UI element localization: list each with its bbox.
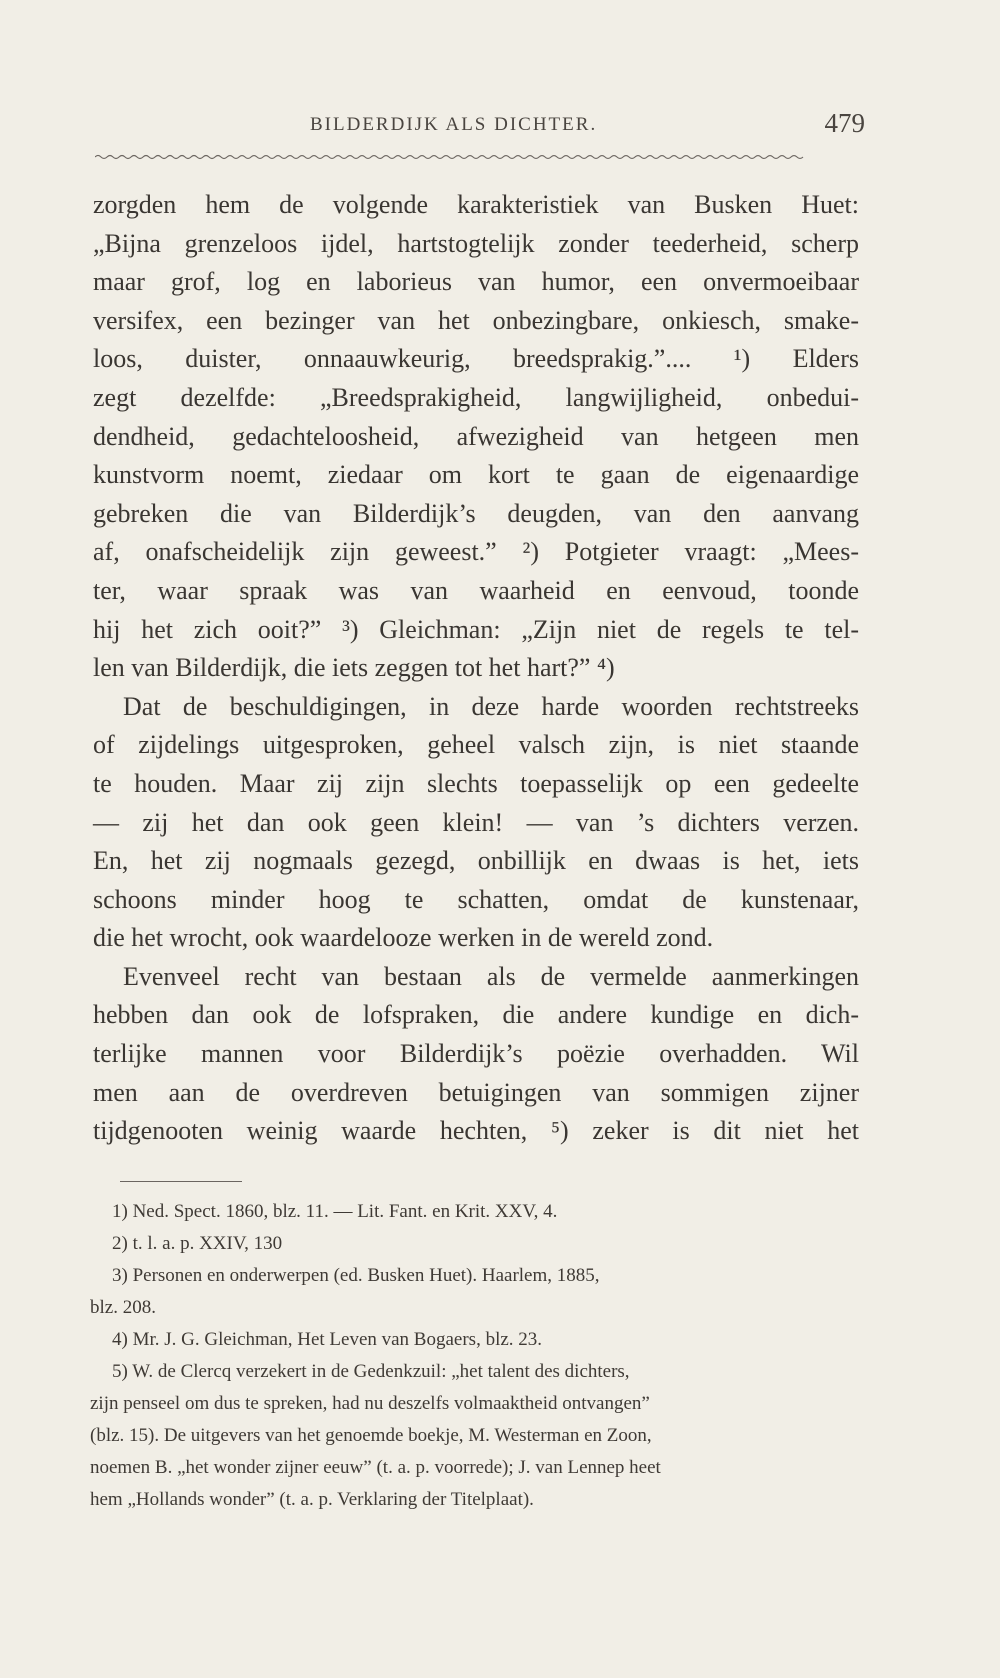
body-line: af, onafscheidelijk zijn geweest.” ²) Potgieter vraagt: „Mees- xyxy=(93,537,859,567)
running-head xyxy=(95,108,865,148)
footnote-line: blz. 208. xyxy=(90,1297,156,1318)
body-line: Evenveel recht van bestaan als de vermelde aanmerkingen xyxy=(123,961,859,991)
body-line: loos, duister, onnaauwkeurig, breedsprakig.”.... ¹) Elders xyxy=(93,344,859,374)
body-line: kunstvorm noemt, ziedaar om kort te gaan de eigenaardige xyxy=(93,460,859,490)
body-line: len van Bilderdijk, die iets zeggen tot het hart?” ⁴) xyxy=(93,653,615,683)
body-line: te houden. Maar zij zijn slechts toepasselijk op een gedeelte xyxy=(93,768,859,798)
footnote-line: 4) Mr. J. G. Gleichman, Het Leven van Bogaers, blz. 23. xyxy=(112,1329,543,1350)
page-number: 479 xyxy=(824,108,865,138)
wavy-header-rule xyxy=(95,153,865,161)
body-line: of zijdelings uitgesproken, geheel valsch zijn, is niet staande xyxy=(93,730,859,760)
body-line: schoons minder hoog te schatten, omdat de kunstenaar, xyxy=(93,884,859,914)
body-line: dendheid, gedachteloosheid, afwezigheid van hetgeen men xyxy=(93,421,859,451)
body-line: terlijke mannen voor Bilderdijk’s poëzie overhadden. Wil xyxy=(93,1039,859,1069)
footnote-line: noemen B. „het wonder zijner eeuw” (t. a. p. voorrede); J. van Lennep heet xyxy=(90,1457,661,1478)
body-line: hebben dan ook de lofspraken, die andere kundige en dich- xyxy=(93,1000,859,1030)
body-line: maar grof, log en laborieus van humor, een onvermoeibaar xyxy=(93,267,859,297)
body-line: En, het zij nogmaals gezegd, onbillijk en dwaas is het, iets xyxy=(93,846,859,876)
footnote-line: 1) Ned. Spect. 1860, blz. 11. — Lit. Fant. en Krit. XXV, 4. xyxy=(112,1201,558,1222)
body-line: tijdgenooten weinig waarde hechten, ⁵) zeker is dit niet het xyxy=(93,1116,859,1146)
footnote-line: 2) t. l. a. p. XXIV, 130 xyxy=(112,1233,283,1254)
footnote-line: 5) W. de Clercq verzekert in de Gedenkzuil: „het talent des dichters, xyxy=(112,1361,630,1382)
body-line: Dat de beschuldigingen, in deze harde woorden rechtstreeks xyxy=(123,691,859,721)
body-line: „Bijna grenzeloos ijdel, hartstogtelijk zonder teederheid, scherp xyxy=(93,228,859,258)
footnote-line: 3) Personen en onderwerpen (ed. Busken Huet). Haarlem, 1885, xyxy=(112,1265,600,1286)
body-line: ter, waar spraak was van waarheid en eenvoud, toonde xyxy=(93,575,859,605)
footnote-line: hem „Hollands wonder” (t. a. p. Verklaring der Titelplaat). xyxy=(90,1489,534,1510)
body-line: — zij het dan ook geen klein! — van ’s dichters verzen. xyxy=(93,807,859,837)
body-line: zegt dezelfde: „Breedsprakigheid, langwijligheid, onbedui- xyxy=(93,382,859,412)
footnote-separator xyxy=(120,1181,242,1182)
body-line: zorgden hem de volgende karakteristiek van Busken Huet: xyxy=(93,190,859,219)
footnote-line: zijn penseel om dus te spreken, had nu deszelfs volmaaktheid ontvangen” xyxy=(90,1393,650,1414)
body-line: versifex, een bezinger van het onbezingbare, onkiesch, smake- xyxy=(93,305,859,335)
body-line: hij het zich ooit?” ³) Gleichman: „Zijn niet de regels te tel- xyxy=(93,614,859,644)
body-line: men aan de overdreven betuigingen van sommigen zijner xyxy=(93,1077,859,1107)
body-line: gebreken die van Bilderdijk’s deugden, van den aanvang xyxy=(93,498,859,528)
footnotes xyxy=(90,1196,860,1516)
body-text xyxy=(93,186,859,1151)
body-line: die het wrocht, ook waardelooze werken in de wereld zond. xyxy=(93,923,714,953)
running-title: BILDERDIJK ALS DICHTER. xyxy=(310,114,598,135)
footnote-line: (blz. 15). De uitgevers van het genoemde boekje, M. Westerman en Zoon, xyxy=(90,1425,652,1446)
